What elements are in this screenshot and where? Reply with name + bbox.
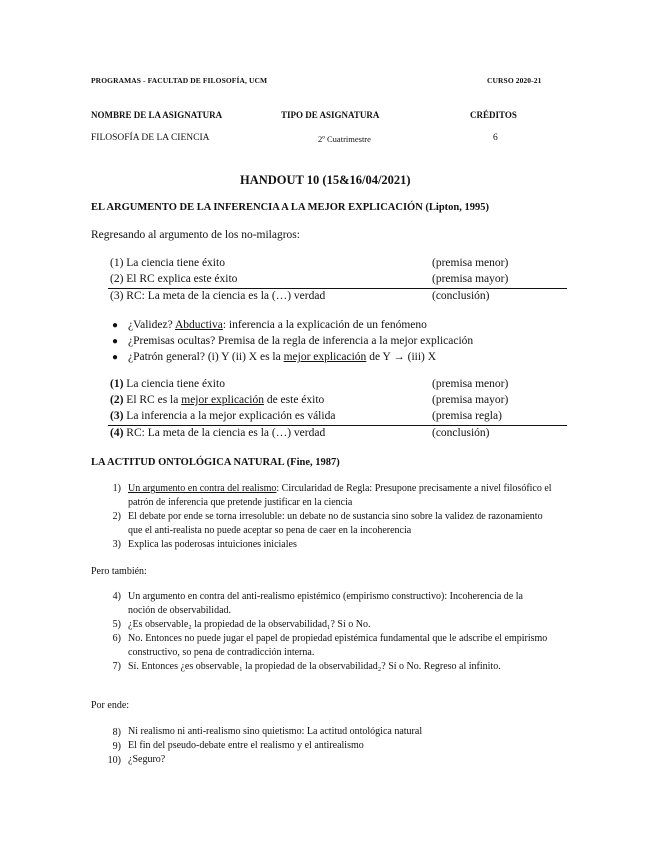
arg2-role-3: (premisa regla) [432, 410, 502, 422]
handout-title: HANDOUT 10 (15&16/04/2021) [240, 173, 411, 187]
list-item: Sí. Entonces ¿es observable₁ la propiedad de la observabilidad₂? Sí o No. Regreso al infinito. [128, 661, 501, 672]
list-item: El debate por ende se torna irresoluble: un debate no de sustancia sino sobre la validez de razonamiento que el anti-realista no puede aceptar so pena de caer en la incoherencia [128, 511, 543, 536]
credits-header: CRÉDITOS [470, 110, 517, 120]
bullet-dot-icon: ● [112, 352, 119, 363]
subject-type-header: TIPO DE ASIGNATURA [281, 110, 380, 120]
program-header: PROGRAMAS - FACULTAD DE FILOSOFÍA, UCM [91, 76, 268, 85]
course-year: CURSO 2020-21 [487, 76, 542, 85]
arg2-role-4: (conclusión) [432, 427, 490, 439]
arg2-divider [108, 425, 567, 426]
list-number: 10) [107, 755, 121, 766]
arg1-divider [108, 288, 567, 289]
list-item: Ni realismo ni anti-realismo sino quietismo: La actitud ontológica natural [128, 726, 423, 737]
arg1-role-1: (premisa menor) [432, 257, 509, 269]
subject-name-header: NOMBRE DE LA ASIGNATURA [91, 110, 223, 120]
arg1-line-1: (1) La ciencia tiene éxito [110, 257, 225, 269]
arg1-line-2: (2) El RC explica este éxito [110, 273, 238, 285]
list-number: 1) [112, 483, 121, 494]
arg1-role-2: (premisa mayor) [432, 273, 509, 285]
pero-tambien-label: Pero también: [91, 566, 147, 577]
arg2-line-3: (3) La inferencia a la mejor explicación es válida [110, 410, 336, 422]
section-title-noa: LA ACTITUD ONTOLÓGICA NATURAL (Fine, 1987) [91, 457, 340, 468]
arg2-line-1: (1) La ciencia tiene éxito [110, 378, 225, 390]
list-number: 2) [112, 511, 121, 522]
list-number: 6) [112, 633, 121, 644]
arg2-line-4: (4) RC: La meta de la ciencia es la (…) verdad [110, 427, 326, 439]
bullet-dot-icon: ● [112, 320, 119, 331]
section-title-ibe: EL ARGUMENTO DE LA INFERENCIA A LA MEJOR EXPLICACIÓN (Lipton, 1995) [91, 202, 489, 213]
list-number: 3) [112, 539, 121, 550]
list-number: 5) [112, 619, 121, 630]
arg1-role-3: (conclusión) [432, 290, 490, 302]
arg2-role-1: (premisa menor) [432, 378, 509, 390]
bullet-validity: ¿Validez? Abductiva: inferencia a la explicación de un fenómeno [128, 319, 427, 331]
list-item: El fin del pseudo-debate entre el realismo y el antirealismo [128, 740, 364, 751]
por-ende-label: Por ende: [91, 700, 130, 711]
subject-type: 2º Cuatrimestre [318, 134, 371, 144]
list-item: No. Entonces no puede jugar el papel de propiedad epistémica fundamental que le adscribe el empirismo constructivo, so pena de contradicción interna. [128, 633, 548, 658]
arg2-line-2: (2) El RC es la mejor explicación de este éxito [110, 394, 325, 406]
list-number: 8) [112, 727, 121, 738]
credits-value: 6 [493, 133, 498, 143]
subject-name: FILOSOFÍA DE LA CIENCIA [91, 133, 210, 143]
list-item: Explica las poderosas intuiciones iniciales [128, 539, 297, 550]
list-number: 7) [112, 661, 121, 672]
arg1-line-3: (3) RC: La meta de la ciencia es la (…) verdad [110, 290, 326, 302]
list-item: Un argumento en contra del anti-realismo epistémico (empirismo constructivo): Incoherencia de la noción de observabilidad. [128, 591, 523, 616]
list-item: Un argumento en contra del realismo: Circularidad de Regla: Presupone precisamente a nivel filosófico el patrón de inferencia que pretende justificar en la ciencia [128, 483, 552, 508]
bullet-hidden-premises: ¿Premisas ocultas? Premisa de la regla de inferencia a la mejor explicación [128, 335, 474, 347]
bullet-dot-icon: ● [112, 336, 119, 347]
arg2-role-2: (premisa mayor) [432, 394, 509, 406]
intro-text: Regresando al argumento de los no-milagros: [91, 229, 300, 241]
list-number: 9) [112, 741, 121, 752]
list-number: 4) [112, 591, 121, 602]
list-item: ¿Seguro? [128, 754, 166, 765]
list-item: ¿Es observable₂ la propiedad de la observabilidad₁? Sí o No. [128, 619, 371, 630]
bullet-general-pattern: ¿Patrón general? (i) Y (ii) X es la mejor explicación de Y → (iii) X [128, 351, 437, 363]
